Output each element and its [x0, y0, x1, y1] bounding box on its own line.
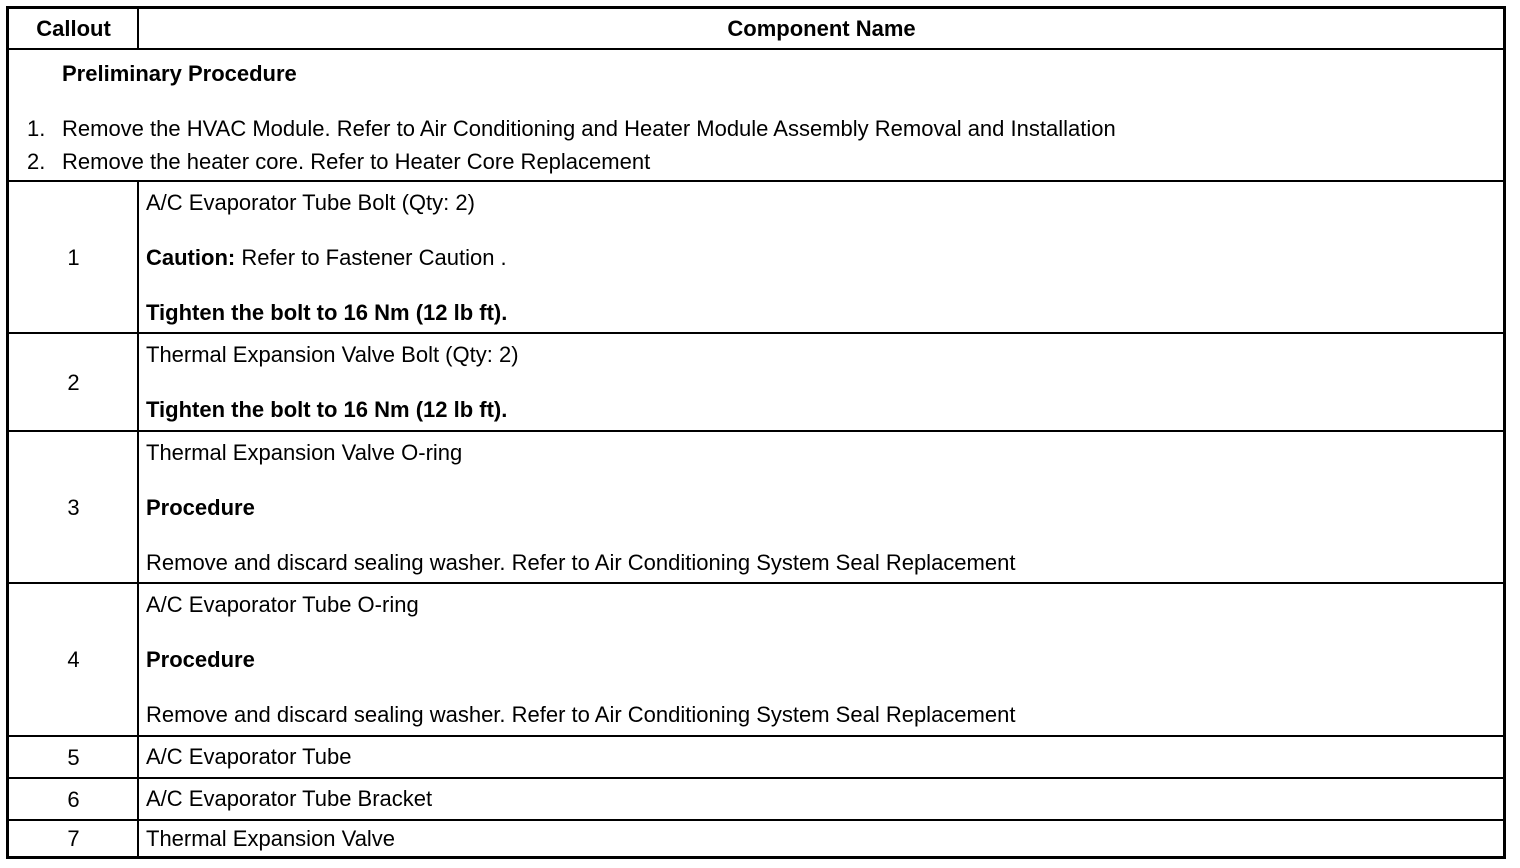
step-number: 1. [27, 116, 46, 141]
component-cell [140, 737, 1503, 778]
torque-spec: Tighten the bolt to 16 Nm (12 lb ft). [146, 397, 508, 422]
procedure-text: Remove and discard sealing washer. Refer to Air Conditioning System Seal Replacement [146, 550, 1016, 575]
table-header-row [9, 9, 1503, 49]
caution-line [146, 245, 507, 271]
component-cell [140, 821, 1503, 856]
preliminary-title: Preliminary Procedure [62, 61, 297, 86]
callout-number: 5 [67, 744, 80, 770]
component-cell [140, 334, 1503, 431]
component-name: A/C Evaporator Tube [146, 744, 352, 769]
procedure-text: Remove and discard sealing washer. Refer to Air Conditioning System Seal Replacement [146, 702, 1016, 727]
callout-number: 4 [67, 646, 80, 672]
step-text: Remove the heater core. Refer to Heater Core Replacement [62, 149, 651, 174]
table-row [9, 334, 1503, 431]
torque-spec: Tighten the bolt to 16 Nm (12 lb ft). [146, 300, 508, 325]
callout-number: 6 [67, 786, 80, 812]
header-callout: Callout [36, 16, 111, 41]
step-number: 2. [27, 149, 46, 174]
callout-number: 3 [67, 494, 80, 520]
component-name: Thermal Expansion Valve [146, 826, 396, 851]
callout-number: 2 [67, 369, 80, 395]
table-row [9, 182, 1503, 333]
table-row [9, 584, 1503, 735]
preliminary-procedure [9, 50, 1503, 181]
component-cell [140, 584, 1503, 735]
callout-number: 7 [67, 825, 80, 851]
component-cell [140, 182, 1503, 333]
callout-number: 1 [67, 244, 80, 270]
procedure-label: Procedure [146, 495, 255, 520]
component-name: Thermal Expansion Valve Bolt (Qty: 2) [146, 342, 519, 367]
component-name: A/C Evaporator Tube O-ring [146, 592, 419, 617]
table-row [9, 779, 1503, 820]
caution-text: Refer to Fastener Caution . [235, 245, 507, 270]
component-name: A/C Evaporator Tube Bracket [146, 786, 433, 811]
step-text: Remove the HVAC Module. Refer to Air Conditioning and Heater Module Assembly Removal and Installation [62, 116, 1116, 141]
procedure-label: Procedure [146, 647, 255, 672]
component-name: A/C Evaporator Tube Bolt (Qty: 2) [146, 190, 475, 215]
component-cell [140, 779, 1503, 820]
table-row [9, 432, 1503, 583]
component-name: Thermal Expansion Valve O-ring [146, 440, 463, 465]
caution-label: Caution: [146, 245, 236, 270]
header-component-name: Component Name [727, 16, 916, 41]
table-row [9, 821, 1503, 856]
procedure-table [6, 6, 1506, 859]
component-cell [140, 432, 1503, 583]
table-row [9, 737, 1503, 778]
